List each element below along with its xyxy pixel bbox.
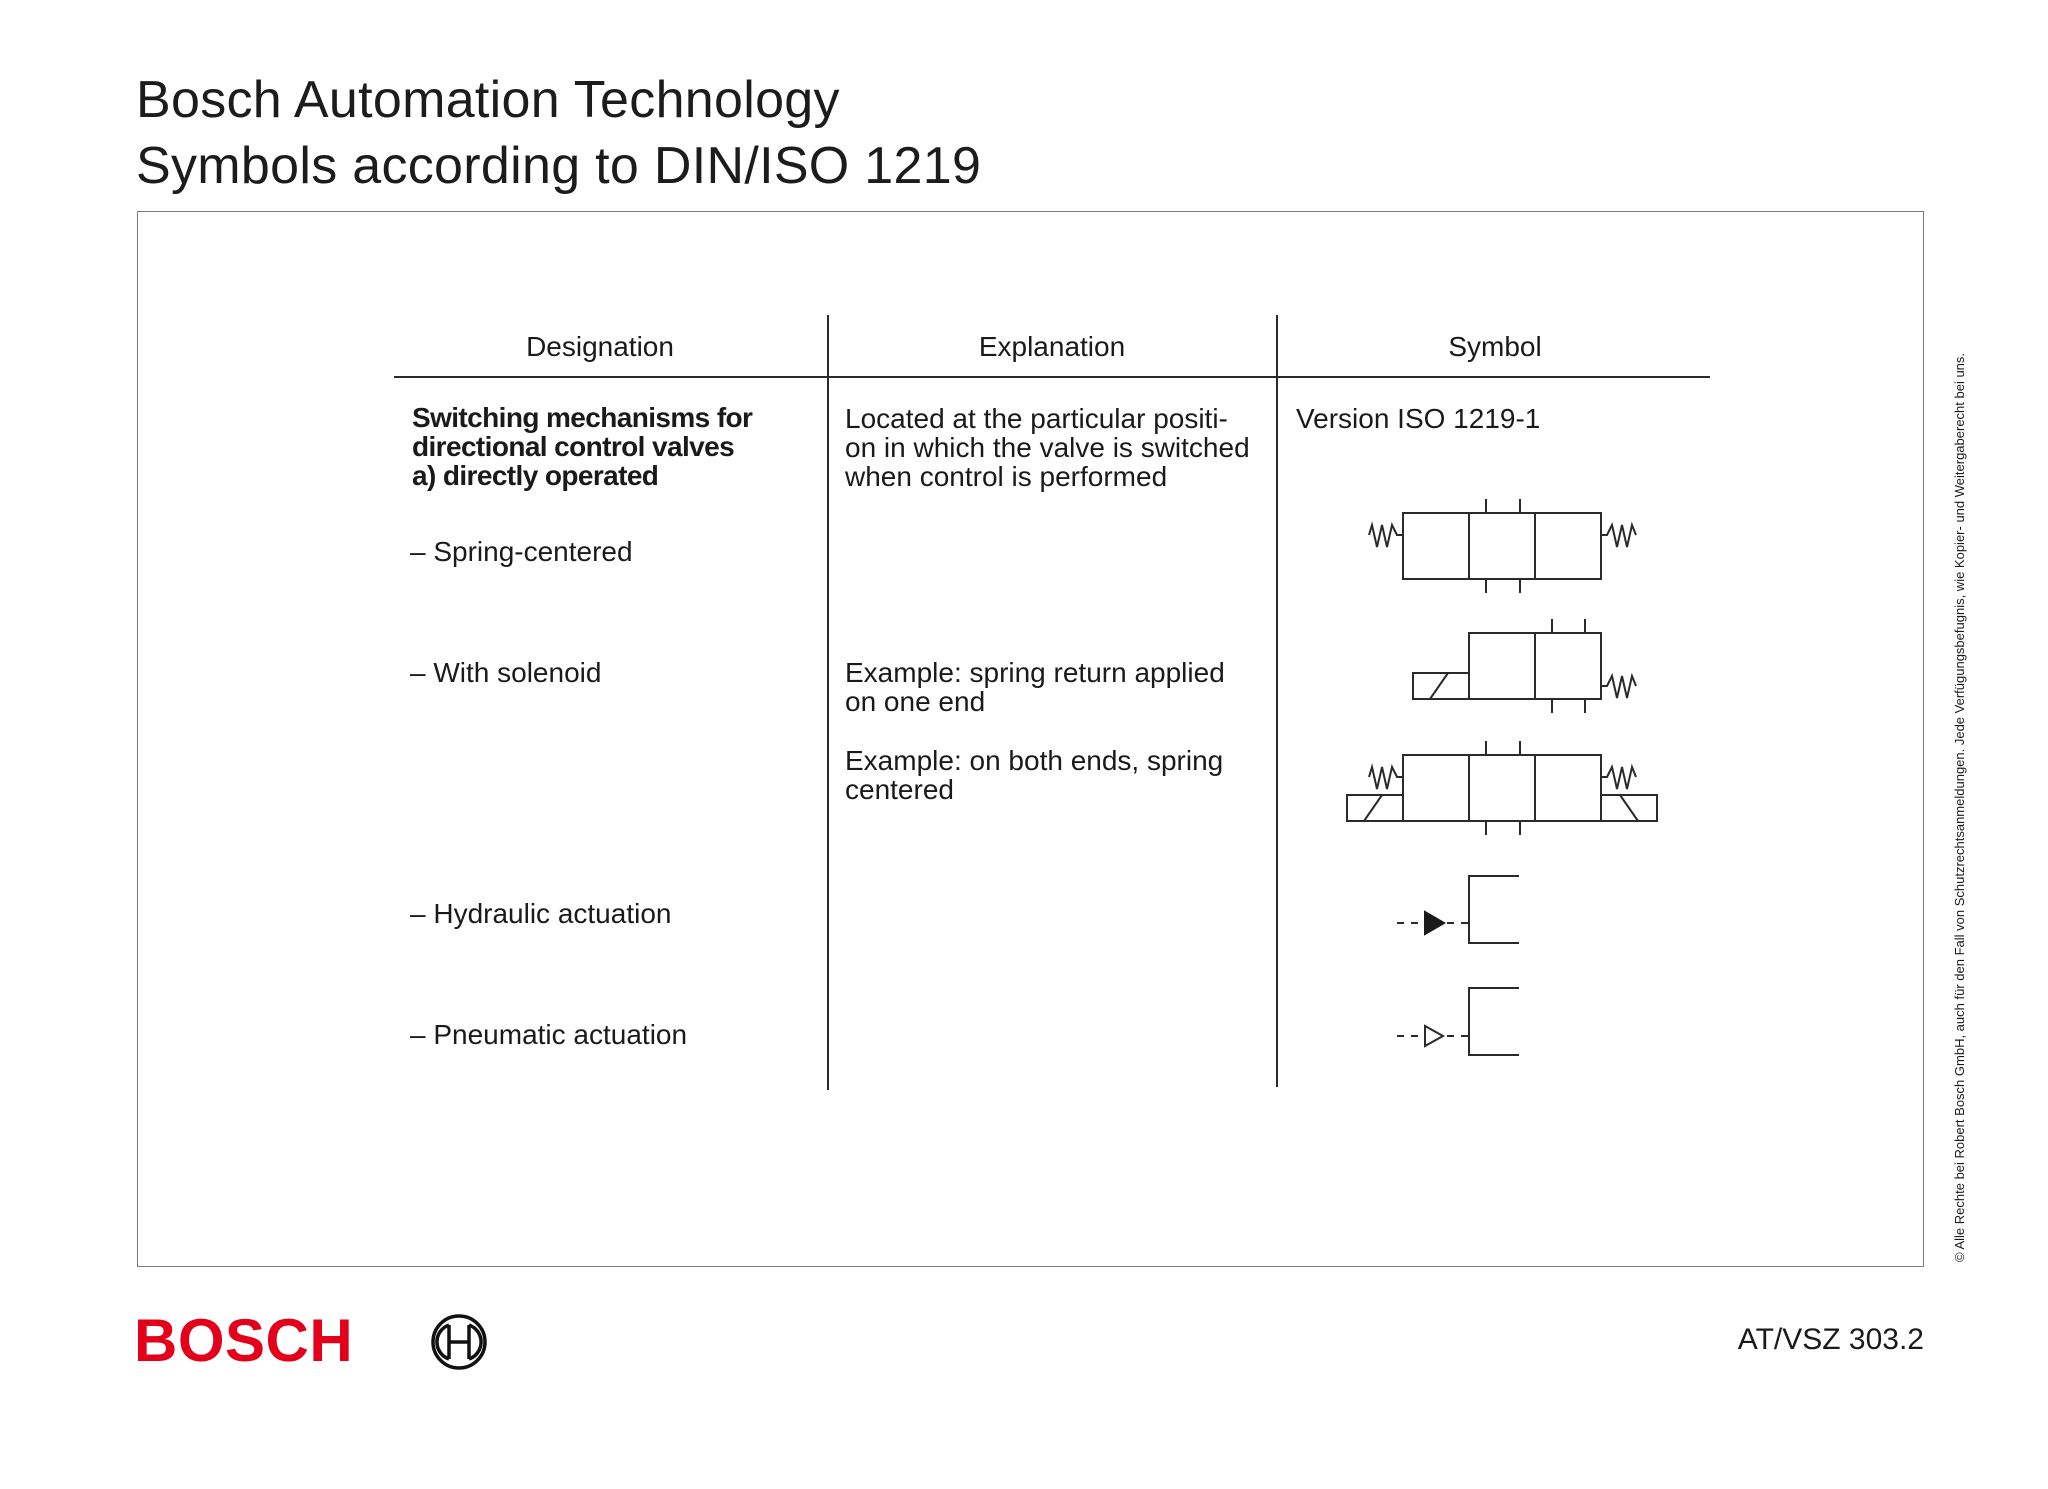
spring-centered-valve-symbol	[1369, 499, 1636, 593]
spring-left-icon	[1369, 767, 1403, 789]
solenoid-left-icon	[1347, 795, 1403, 821]
spring-left-icon	[1369, 525, 1403, 547]
filled-triangle-icon	[1425, 912, 1444, 934]
pneumatic-actuation-symbol	[1397, 988, 1519, 1055]
hollow-triangle-icon	[1425, 1026, 1443, 1046]
copyright-notice: © Alle Rechte bei Robert Bosch GmbH, auch für den Fall von Schutzrechtsanmeldungen. Jede Verfügungsbefugnis, wie Kopier- und Weitergaberecht bei uns.	[1952, 352, 1967, 1262]
bosch-armature-logo-icon	[430, 1313, 488, 1371]
double-solenoid-spring-centered-valve-symbol	[1347, 741, 1657, 835]
symbol-version-label: Version ISO 1219-1	[1296, 403, 1541, 434]
spring-right-icon	[1601, 676, 1636, 698]
solenoid-spring-return-valve-symbol	[1413, 619, 1636, 713]
column-header-designation: Designation	[526, 331, 674, 362]
designation-hydraulic-actuation: – Hydraulic actuation	[410, 898, 672, 929]
example-spring-return-one-end: Example: spring return applied on one end	[845, 657, 1225, 717]
bosch-wordmark: BOSCH	[134, 1307, 354, 1374]
column-header-explanation: Explanation	[978, 331, 1126, 362]
section-explanation: Located at the particular positi- on in which the valve is switched when control is performed	[845, 403, 1250, 492]
hydraulic-actuation-symbol	[1397, 876, 1519, 943]
spring-right-icon	[1601, 525, 1636, 547]
solenoid-icon	[1413, 673, 1469, 699]
page-title-line-1: Bosch Automation Technology	[136, 71, 840, 129]
document-code: AT/VSZ 303.2	[1737, 1323, 1924, 1356]
section-title: Switching mechanisms for directional control valves a) directly operated	[412, 402, 753, 491]
designation-pneumatic-actuation: – Pneumatic actuation	[410, 1019, 688, 1050]
designation-with-solenoid: – With solenoid	[410, 657, 602, 688]
spring-right-icon	[1601, 767, 1636, 789]
page-title-line-2: Symbols according to DIN/ISO 1219	[136, 137, 982, 195]
example-both-ends-spring-centered: Example: on both ends, spring centered	[845, 745, 1224, 805]
column-header-symbol: Symbol	[1448, 331, 1542, 362]
designation-spring-centered: – Spring-centered	[410, 536, 633, 567]
